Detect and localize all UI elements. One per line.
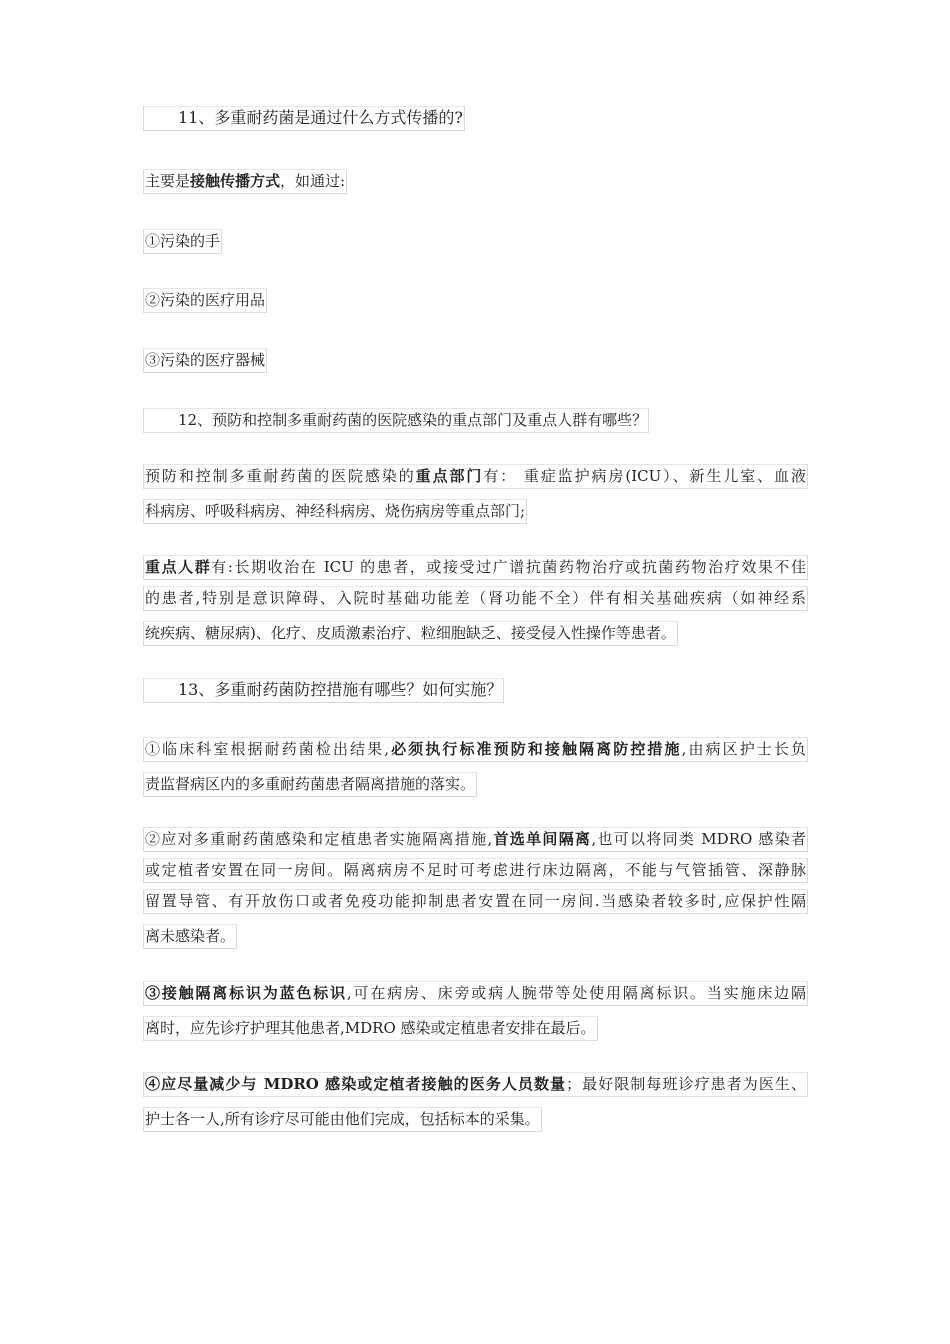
- q12-heading: [143, 404, 808, 435]
- q13-item-3: ③接触隔离标识为蓝色标识,可在病房、床旁或病人腕带等处使用隔离标识。当实施床边隔 离时，应先诊疗护理其他患者,MDRO 感染或定植患者安排在最后。: [143, 981, 808, 1043]
- q12-paragraph-2: 重点人群有:长期收治在 ICU 的患者，或接受过广谱抗菌药物治疗或抗菌药物治疗效果不佳 的患者,特别是意识障碍、入院时基础功能差（肾功能不全）伴有相关基础疾病（如神经系 统疾病、糖尿病)、化疗、皮质激素治疗、粒细胞缺乏、接受侵入性操作等患者。: [143, 555, 808, 648]
- q11-title: 11、多重耐药菌是通过什么方式传播的?: [143, 106, 465, 131]
- q13-title: 13、多重耐药菌防控措施有哪些？如何实施？: [143, 678, 504, 703]
- q11-answer: 主要是接触传播方式，如通过:: [143, 165, 808, 196]
- q13-item-1: ①临床科室根据耐药菌检出结果,必须执行标准预防和接触隔离防控措施,由病区护士长负 责监督病区内的多重耐药菌患者隔离措施的落实。: [143, 737, 808, 799]
- q13-item-2: ②应对多重耐药菌感染和定植患者实施隔离措施,首选单间隔离,也可以将同类 MDRO 感染者 或定植者安置在同一房间。隔离病房不足时可考虑进行床边隔离，不能与气管插管、深静脉 留置导管、有开放伤口或者免疫功能抑制患者安置在同一房间.当感染者较多时,应保护性隔 离未感染者。: [143, 827, 808, 951]
- q11-item-2: ②污染的医疗用品: [143, 284, 808, 315]
- q12-title: 12、预防和控制多重耐药菌的医院感染的重点部门及重点人群有哪些？: [143, 408, 649, 433]
- q11-heading: [143, 102, 808, 133]
- q11-answer-bold: 接触传播方式: [190, 171, 281, 190]
- q12-paragraph-1: 预防和控制多重耐药菌的医院感染的重点部门有： 重症监护病房(ICU）、新生儿室、血液 科病房、呼吸科病房、神经科病房、烧伤病房等重点部门;: [143, 464, 808, 526]
- q11-item-1: ①污染的手: [143, 225, 808, 256]
- q13-item-4: ④应尽量减少与 MDRO 感染或定植者接触的医务人员数量；最好限制每班诊疗患者为医生、 护士各一人,所有诊疗尽可能由他们完成，包括标本的采集。: [143, 1072, 808, 1134]
- q13-heading: [143, 674, 808, 705]
- q11-item-3: ③污染的医疗器械: [143, 344, 808, 375]
